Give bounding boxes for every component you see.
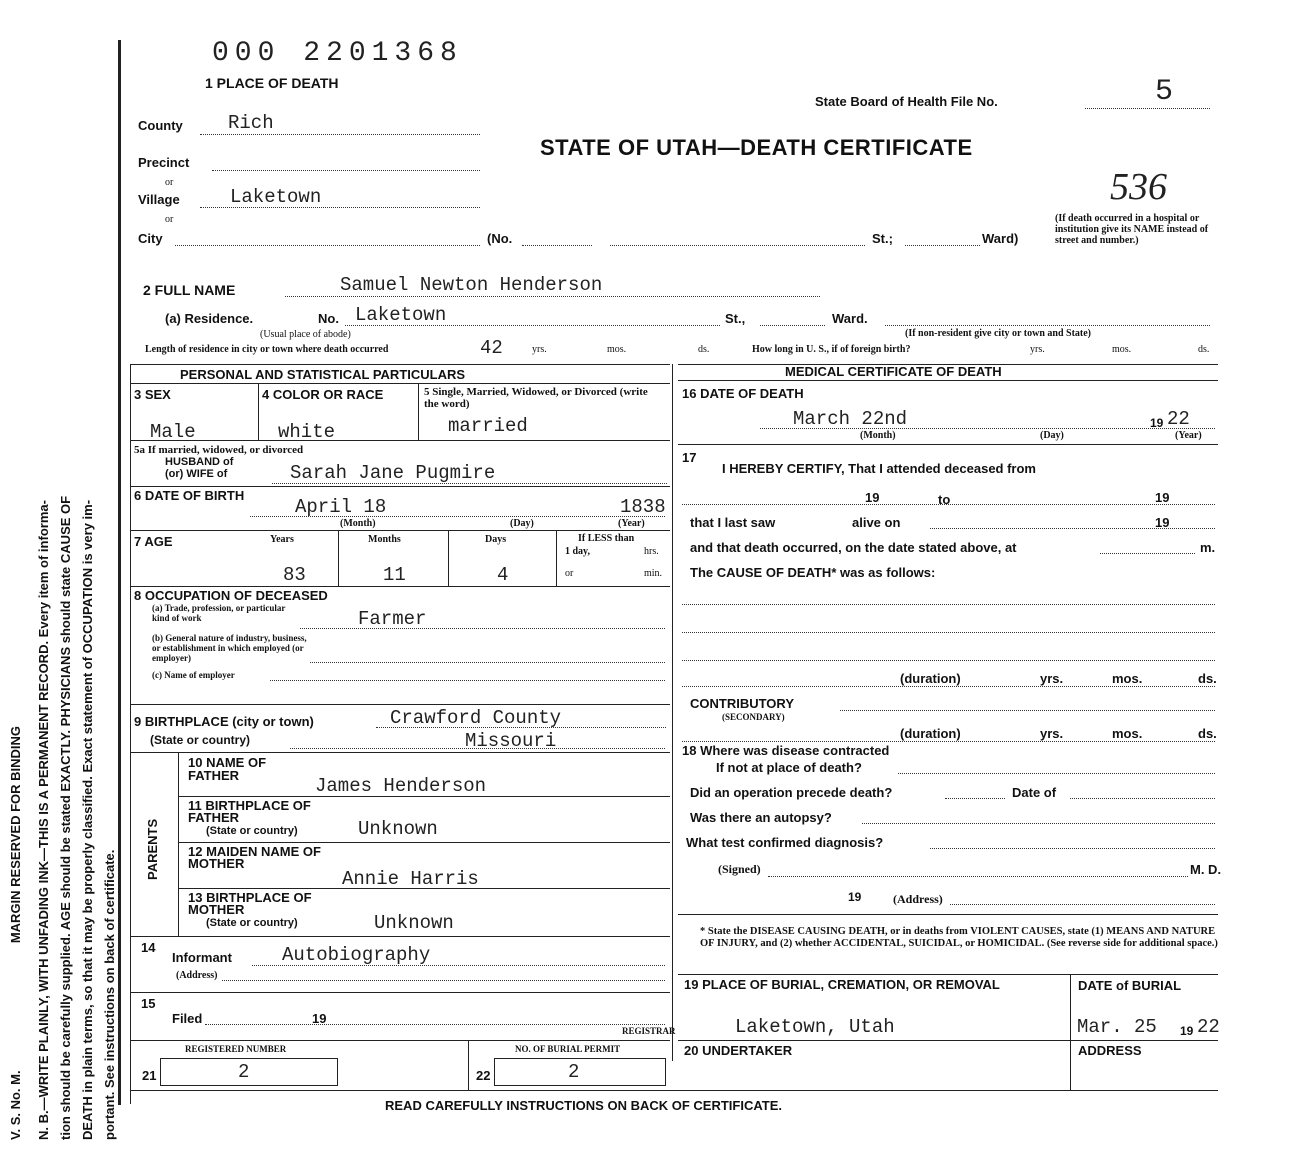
mother-birthplace-value: Unknown bbox=[374, 912, 454, 934]
certify-number: 17 bbox=[682, 450, 697, 465]
residence-ward-label: Ward. bbox=[832, 311, 868, 326]
operation-label: Did an operation precede death? bbox=[690, 785, 893, 800]
burial-permit-prefix: 22 bbox=[476, 1068, 491, 1083]
occupation-value: Farmer bbox=[358, 608, 427, 630]
hospital-note: (If death occurred in a hospital or institution give its NAME instead of street and number.) bbox=[1055, 213, 1209, 246]
not-place-label: If not at place of death? bbox=[716, 760, 862, 775]
full-name-value: Samuel Newton Henderson bbox=[340, 274, 603, 296]
cause-footnote: * State the DISEASE CAUSING DEATH, or in deaths from VIOLENT CAUSES, state (1) MEANS AND NATURE OF INJURY, and (2) whether ACCIDENTAL, SUICIDAL, or HOMICIDAL. (See reverse side for additional space.) bbox=[700, 926, 1218, 949]
undertaker-label: 20 UNDERTAKER bbox=[684, 1043, 793, 1058]
or-label-1: or bbox=[165, 177, 174, 188]
footer-instructions: READ CAREFULLY INSTRUCTIONS ON BACK OF CERTIFICATE. bbox=[385, 1098, 782, 1113]
form-left-border bbox=[118, 40, 121, 1105]
undertaker-address-label: ADDRESS bbox=[1078, 1043, 1142, 1058]
residence-value: Laketown bbox=[355, 304, 447, 326]
residence-label: (a) Residence. bbox=[165, 311, 254, 326]
village-label: Village bbox=[138, 192, 180, 207]
handwritten-number: 536 bbox=[1110, 166, 1167, 208]
parents-vertical-label: PARENTS bbox=[145, 818, 160, 880]
death-day-label: (Day) bbox=[1040, 430, 1064, 441]
burial-permit-box bbox=[494, 1058, 666, 1086]
age-months-label: Months bbox=[368, 534, 401, 545]
duration-yrs-2: yrs. bbox=[1040, 726, 1064, 741]
age-min: min. bbox=[644, 568, 663, 579]
father-birthplace-sub: (State or country) bbox=[206, 825, 298, 837]
date-of-label: Date of bbox=[1012, 785, 1057, 800]
place-of-death-heading: 1 PLACE OF DEATH bbox=[205, 75, 339, 91]
burial-date-label: DATE of BURIAL bbox=[1078, 978, 1182, 993]
age-lt-day: 1 day, bbox=[565, 546, 591, 557]
mother-value: Annie Harris bbox=[342, 868, 479, 890]
burial-permit-label: NO. OF BURIAL PERMIT bbox=[515, 1044, 621, 1054]
color-race-label: 4 COLOR OR RACE bbox=[262, 387, 384, 402]
burial-year-prefix: 19 bbox=[1180, 1024, 1194, 1038]
medical-heading: MEDICAL CERTIFICATE OF DEATH bbox=[785, 364, 1002, 379]
vs-number-label: V. S. No. M. bbox=[8, 1070, 23, 1140]
age-days-value: 4 bbox=[497, 564, 509, 586]
attended-year-prefix: 19 bbox=[865, 490, 880, 505]
secondary-label: (SECONDARY) bbox=[722, 712, 785, 722]
duration-ds-1: ds. bbox=[1198, 671, 1217, 686]
certify-text: I HEREBY CERTIFY, That I attended deceased from bbox=[722, 461, 1036, 476]
burial-year-value: 22 bbox=[1197, 1016, 1220, 1038]
mother-birthplace-label: 13 BIRTHPLACE OF MOTHER bbox=[188, 890, 312, 917]
date-of-death-label: 16 DATE OF DEATH bbox=[682, 386, 804, 401]
certificate-title: STATE OF UTAH—DEATH CERTIFICATE bbox=[540, 135, 973, 160]
sex-label: 3 SEX bbox=[134, 387, 171, 402]
dob-month-label: (Month) bbox=[340, 518, 376, 529]
duration-label-1: (duration) bbox=[900, 671, 961, 686]
length-yrs: yrs. bbox=[532, 344, 547, 355]
date-of-death-value: March 22nd bbox=[793, 408, 908, 430]
spouse-label-2: HUSBAND of bbox=[165, 456, 234, 468]
spouse-label-1: 5a If married, widowed, or divorced bbox=[134, 444, 304, 456]
filed-year-prefix: 19 bbox=[312, 1011, 327, 1026]
sex-value: Male bbox=[150, 421, 196, 443]
disease-contracted-label: 18 Where was disease contracted bbox=[682, 743, 890, 758]
father-birthplace-value: Unknown bbox=[358, 818, 438, 840]
burial-place-label: 19 PLACE OF BURIAL, CREMATION, OR REMOVAL bbox=[684, 977, 1000, 992]
father-label: 10 NAME OF FATHER bbox=[188, 755, 267, 783]
village-value: Laketown bbox=[230, 186, 322, 208]
us-mos: mos. bbox=[1112, 344, 1132, 355]
dob-year-label: (Year) bbox=[618, 518, 645, 529]
city-no-label: (No. bbox=[487, 231, 513, 246]
informant-label: Informant bbox=[172, 950, 232, 965]
age-label: 7 AGE bbox=[134, 534, 173, 549]
age-years-value: 83 bbox=[283, 564, 306, 586]
usual-abode-label: (Usual place of abode) bbox=[260, 329, 351, 340]
birthplace-state-value: Missouri bbox=[465, 730, 557, 752]
us-residence-label: How long in U. S., if of foreign birth? bbox=[752, 344, 911, 355]
informant-value: Autobiography bbox=[282, 944, 431, 966]
residence-st-label: St., bbox=[725, 311, 746, 326]
autopsy-label: Was there an autopsy? bbox=[690, 810, 832, 825]
duration-mos-2: mos. bbox=[1112, 726, 1143, 741]
filed-number: 15 bbox=[141, 996, 156, 1011]
last-saw-label: that I last saw bbox=[690, 515, 776, 530]
father-value: James Henderson bbox=[315, 775, 487, 797]
age-or: or bbox=[565, 568, 574, 579]
signed-year-prefix: 19 bbox=[848, 890, 862, 904]
mother-birthplace-sub: (State or country) bbox=[206, 917, 298, 929]
occupation-b-label: (b) General nature of industry, business, or establishment in which employed (or employer) bbox=[152, 633, 307, 663]
length-mos: mos. bbox=[607, 344, 627, 355]
city-label: City bbox=[138, 231, 163, 246]
occupation-label: 8 OCCUPATION OF DECEASED bbox=[134, 588, 328, 603]
death-year-prefix: 19 bbox=[1150, 416, 1164, 430]
death-occurred-label: and that death occurred, on the date stated above, at bbox=[690, 540, 1017, 555]
color-race-value: white bbox=[278, 421, 336, 443]
dob-value: April 18 bbox=[295, 496, 387, 518]
length-residence-value: 42 bbox=[480, 337, 503, 359]
length-ds: ds. bbox=[698, 344, 710, 355]
death-year-label: (Year) bbox=[1175, 430, 1202, 441]
us-yrs: yrs. bbox=[1030, 344, 1045, 355]
birthplace-state-label: (State or country) bbox=[150, 733, 251, 747]
margin-line-2: N. B.—WRITE PLAINLY, WITH UNFADING INK—THIS IS A PERMANENT RECORD. Every item of informa- bbox=[36, 500, 51, 1140]
margin-line-3: tion should be carefully supplied. AGE should be stated EXACTLY. PHYSICIANS should state CAUSE OF bbox=[58, 495, 73, 1140]
binding-margin-label: MARGIN RESERVED FOR BINDING bbox=[8, 725, 23, 944]
margin-line-5: portant. See instructions on back of certificate. bbox=[102, 849, 117, 1140]
age-days-label: Days bbox=[485, 534, 507, 545]
signed-label: (Signed) bbox=[718, 862, 761, 876]
nonresident-note: (If non-resident give city or town and State) bbox=[905, 328, 1092, 339]
precinct-label: Precinct bbox=[138, 155, 190, 170]
residence-no-label: No. bbox=[318, 311, 339, 326]
state-file-label: State Board of Health File No. bbox=[815, 94, 998, 109]
informant-address-label: (Address) bbox=[176, 970, 218, 981]
margin-line-1 bbox=[8, 726, 23, 1140]
age-hrs: hrs. bbox=[644, 546, 659, 557]
spouse-label-3: (or) WIFE of bbox=[165, 468, 228, 480]
county-value: Rich bbox=[228, 112, 274, 134]
registered-number-value: 2 bbox=[238, 1061, 250, 1083]
duration-label-2: (duration) bbox=[900, 726, 961, 741]
marital-label: 5 Single, Married, Widowed, or Divorced (write the word) bbox=[424, 386, 648, 410]
city-ward-label: Ward) bbox=[982, 231, 1019, 246]
father-birthplace-label: 11 BIRTHPLACE OF FATHER bbox=[188, 798, 311, 825]
mother-label: 12 MAIDEN NAME OF MOTHER bbox=[188, 844, 321, 871]
death-year-value: 22 bbox=[1167, 408, 1190, 430]
or-label-2: or bbox=[165, 214, 174, 225]
birthplace-city-value: Crawford County bbox=[390, 707, 562, 729]
age-months-value: 11 bbox=[383, 564, 406, 586]
burial-place-value: Laketown, Utah bbox=[735, 1016, 895, 1038]
dob-label: 6 DATE OF BIRTH bbox=[134, 488, 245, 503]
md-label: M. D. bbox=[1190, 862, 1222, 877]
occupation-c-label: (c) Name of employer bbox=[152, 670, 235, 680]
age-years-label: Years bbox=[270, 534, 294, 545]
filed-label: Filed bbox=[172, 1011, 203, 1026]
full-name-label: 2 FULL NAME bbox=[143, 282, 236, 298]
duration-mos-1: mos. bbox=[1112, 671, 1143, 686]
physician-address-label: (Address) bbox=[893, 892, 943, 906]
diagnosis-label: What test confirmed diagnosis? bbox=[686, 835, 884, 850]
duration-ds-2: ds. bbox=[1198, 726, 1217, 741]
city-street-label: St.; bbox=[872, 231, 893, 246]
cause-label: The CAUSE OF DEATH* was as follows: bbox=[690, 565, 936, 580]
alive-on-label: alive on bbox=[852, 515, 901, 530]
personal-heading: PERSONAL AND STATISTICAL PARTICULARS bbox=[180, 367, 466, 382]
informant-number: 14 bbox=[141, 940, 156, 955]
age-lt-label: If LESS than bbox=[578, 533, 635, 544]
attended-to-label: to bbox=[938, 492, 951, 507]
dob-day-label: (Day) bbox=[510, 518, 534, 529]
state-file-number: 5 bbox=[1155, 75, 1174, 109]
marital-value: married bbox=[448, 415, 528, 437]
birthplace-label: 9 BIRTHPLACE (city or town) bbox=[134, 714, 314, 729]
length-residence-label: Length of residence in city or town where death occurred bbox=[145, 344, 389, 355]
death-occurred-m: m. bbox=[1200, 540, 1216, 555]
certificate-number: 000 2201368 bbox=[212, 38, 463, 69]
occupation-a-label: (a) Trade, profession, or particular kind of work bbox=[152, 603, 286, 623]
county-label: County bbox=[138, 118, 183, 133]
registered-number-prefix: 21 bbox=[142, 1068, 157, 1083]
us-ds: ds. bbox=[1198, 344, 1210, 355]
dob-year-value: 1838 bbox=[620, 496, 666, 518]
alive-year-prefix: 19 bbox=[1155, 515, 1170, 530]
burial-permit-value: 2 bbox=[568, 1061, 580, 1083]
duration-yrs-1: yrs. bbox=[1040, 671, 1064, 686]
burial-date-value: Mar. 25 bbox=[1077, 1016, 1157, 1038]
margin-line-4: DEATH in plain terms, so that it may be properly classified. Exact statement of OCCUPATION is very im- bbox=[80, 499, 95, 1140]
attended-to-year-prefix: 19 bbox=[1155, 490, 1170, 505]
registrar-label: REGISTRAR bbox=[622, 1026, 676, 1036]
contributory-label: CONTRIBUTORY bbox=[690, 696, 794, 711]
death-month-label: (Month) bbox=[860, 430, 896, 441]
spouse-value: Sarah Jane Pugmire bbox=[290, 462, 496, 484]
registered-number-label: REGISTERED NUMBER bbox=[185, 1044, 287, 1054]
